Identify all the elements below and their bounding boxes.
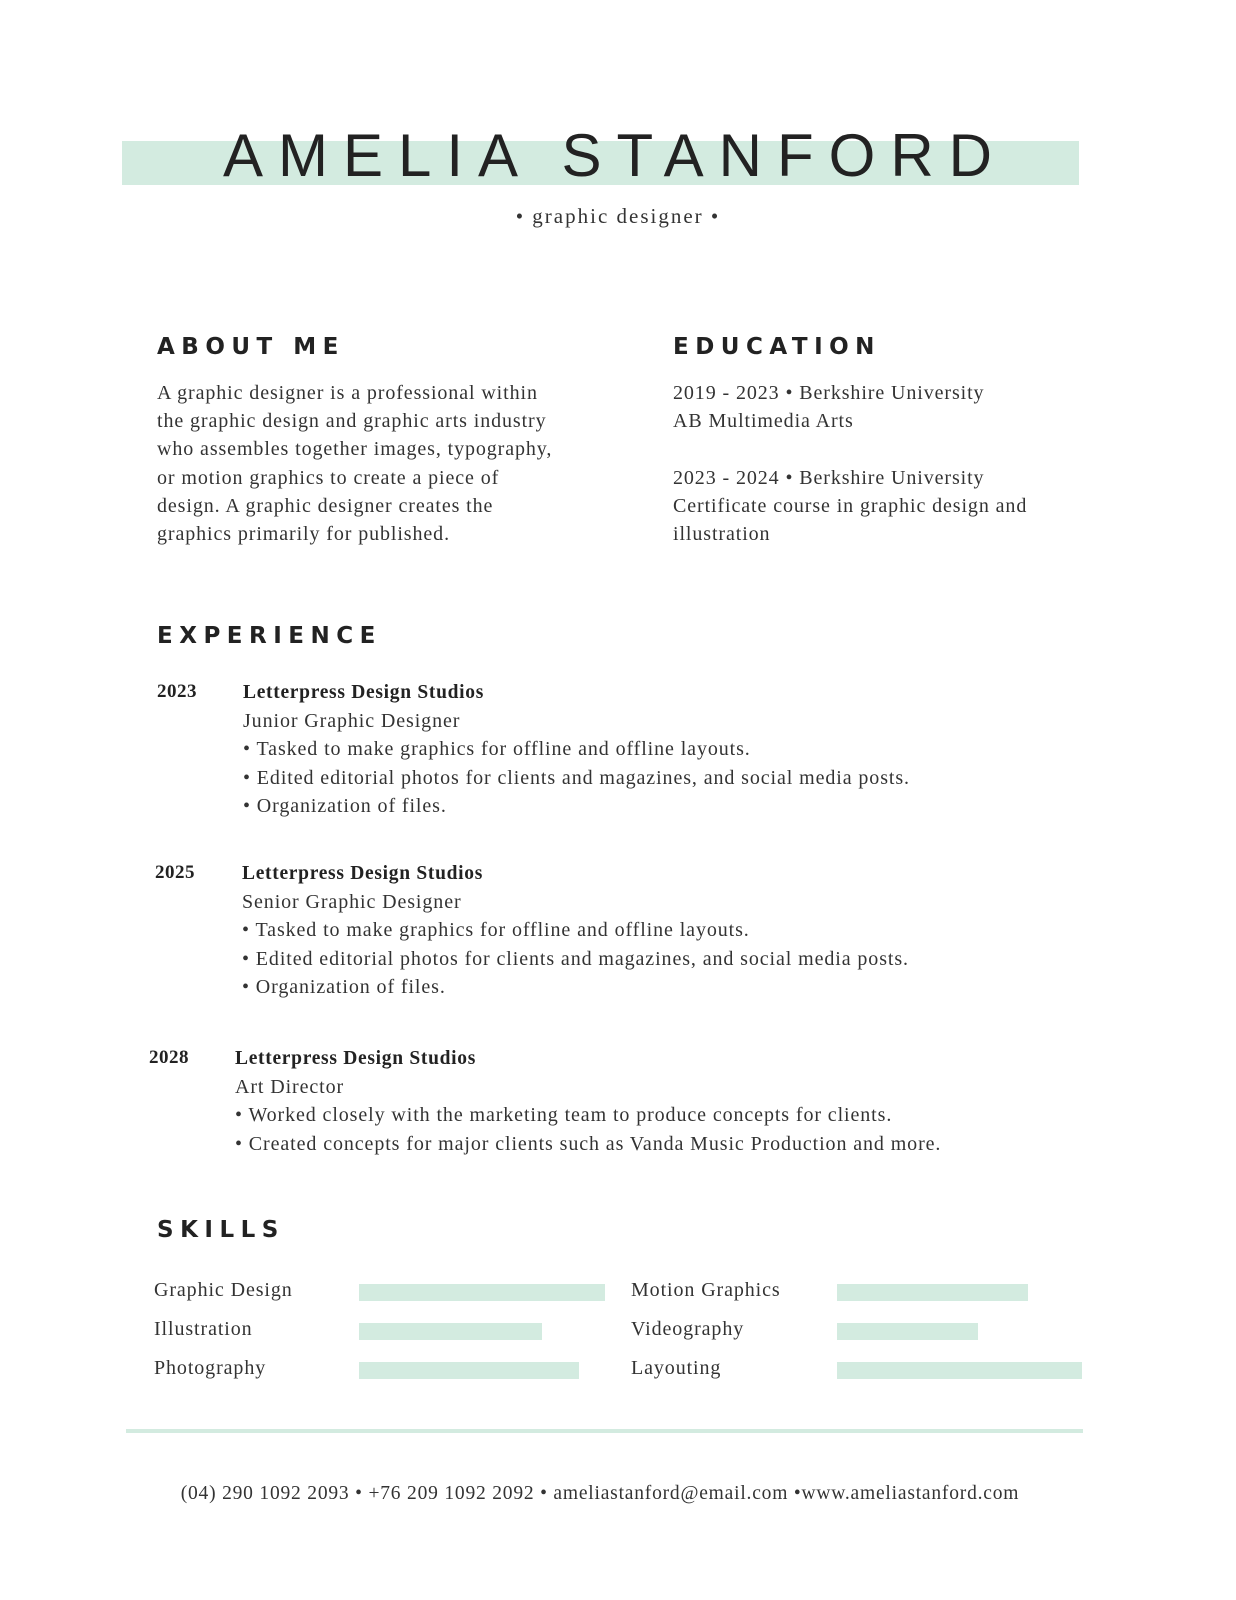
about-line: or motion graphics to create a piece of — [157, 466, 500, 489]
education-entry-degree: Certificate course in graphic design and — [673, 494, 1028, 517]
experience-year: 2023 — [157, 681, 197, 702]
experience-year: 2028 — [149, 1047, 189, 1068]
experience-company: Letterpress Design Studios — [242, 863, 484, 884]
experience-role: Junior Graphic Designer — [243, 710, 461, 733]
experience-bullet: • Organization of files. — [242, 975, 446, 998]
skills-heading: SKILLS — [157, 1217, 285, 1243]
experience-entry — [235, 1045, 941, 1158]
skill-label: Illustration — [154, 1318, 253, 1340]
about-line: who assembles together images, typography, — [157, 438, 553, 461]
experience-entry — [242, 860, 909, 1001]
experience-company: Letterpress Design Studios — [235, 1048, 477, 1069]
experience-entry — [243, 679, 910, 820]
experience-bullet: • Organization of files. — [243, 794, 447, 817]
experience-bullet: • Created concepts for major clients such as Vanda Music Production and more. — [235, 1132, 942, 1155]
experience-heading: EXPERIENCE — [157, 623, 382, 649]
about-line: A graphic designer is a professional within — [157, 382, 538, 404]
experience-bullet: • Edited editorial photos for clients and magazines, and social media posts. — [243, 766, 910, 789]
skill-bar-videography — [837, 1323, 978, 1340]
experience-bullet: • Tasked to make graphics for offline and offline layouts. — [243, 738, 751, 761]
education-entry-dates: 2019 - 2023 • Berkshire University — [673, 382, 985, 404]
experience-role: Senior Graphic Designer — [242, 891, 462, 914]
education-entry-degree: AB Multimedia Arts — [673, 410, 854, 433]
skill-bar-layouting — [837, 1362, 1082, 1379]
education-heading: EDUCATION — [673, 334, 881, 360]
education-spacer — [673, 435, 1027, 463]
skill-bar-graphic-design — [359, 1284, 605, 1301]
skill-label: Motion Graphics — [631, 1279, 781, 1301]
skill-bar-photography — [359, 1362, 579, 1379]
contact-info: (04) 290 1092 2093 • +76 209 1092 2092 • ameliastanford@email.com •www.ameliastanford.com — [180, 1483, 1020, 1504]
experience-bullet: • Worked closely with the marketing team to produce concepts for clients. — [235, 1104, 893, 1127]
job-title: • graphic designer • — [515, 204, 721, 228]
about-paragraph — [157, 379, 552, 548]
experience-bullet: • Tasked to make graphics for offline and offline layouts. — [242, 919, 750, 942]
education-entry-degree: illustration — [673, 523, 771, 545]
education-list — [673, 379, 1027, 548]
candidate-name: AMELIA STANFORD — [223, 122, 1007, 189]
skill-bar-illustration — [359, 1323, 542, 1340]
experience-year: 2025 — [155, 862, 195, 883]
skill-label: Photography — [154, 1357, 267, 1379]
skill-label: Layouting — [631, 1357, 722, 1379]
about-line: design. A graphic designer creates the — [157, 494, 494, 517]
experience-role: Art Director — [235, 1076, 345, 1099]
skill-label: Videography — [631, 1318, 745, 1340]
about-line: graphics primarily for published. — [157, 523, 450, 546]
footer-divider — [126, 1429, 1083, 1433]
experience-company: Letterpress Design Studios — [243, 682, 485, 703]
about-line: the graphic design and graphic arts industry — [157, 410, 547, 433]
skill-bar-motion-graphics — [837, 1284, 1028, 1301]
experience-bullet: • Edited editorial photos for clients and magazines, and social media posts. — [242, 947, 909, 970]
about-heading: ABOUT ME — [157, 334, 345, 360]
skill-label: Graphic Design — [154, 1279, 293, 1301]
education-entry-dates: 2023 - 2024 • Berkshire University — [673, 466, 985, 489]
